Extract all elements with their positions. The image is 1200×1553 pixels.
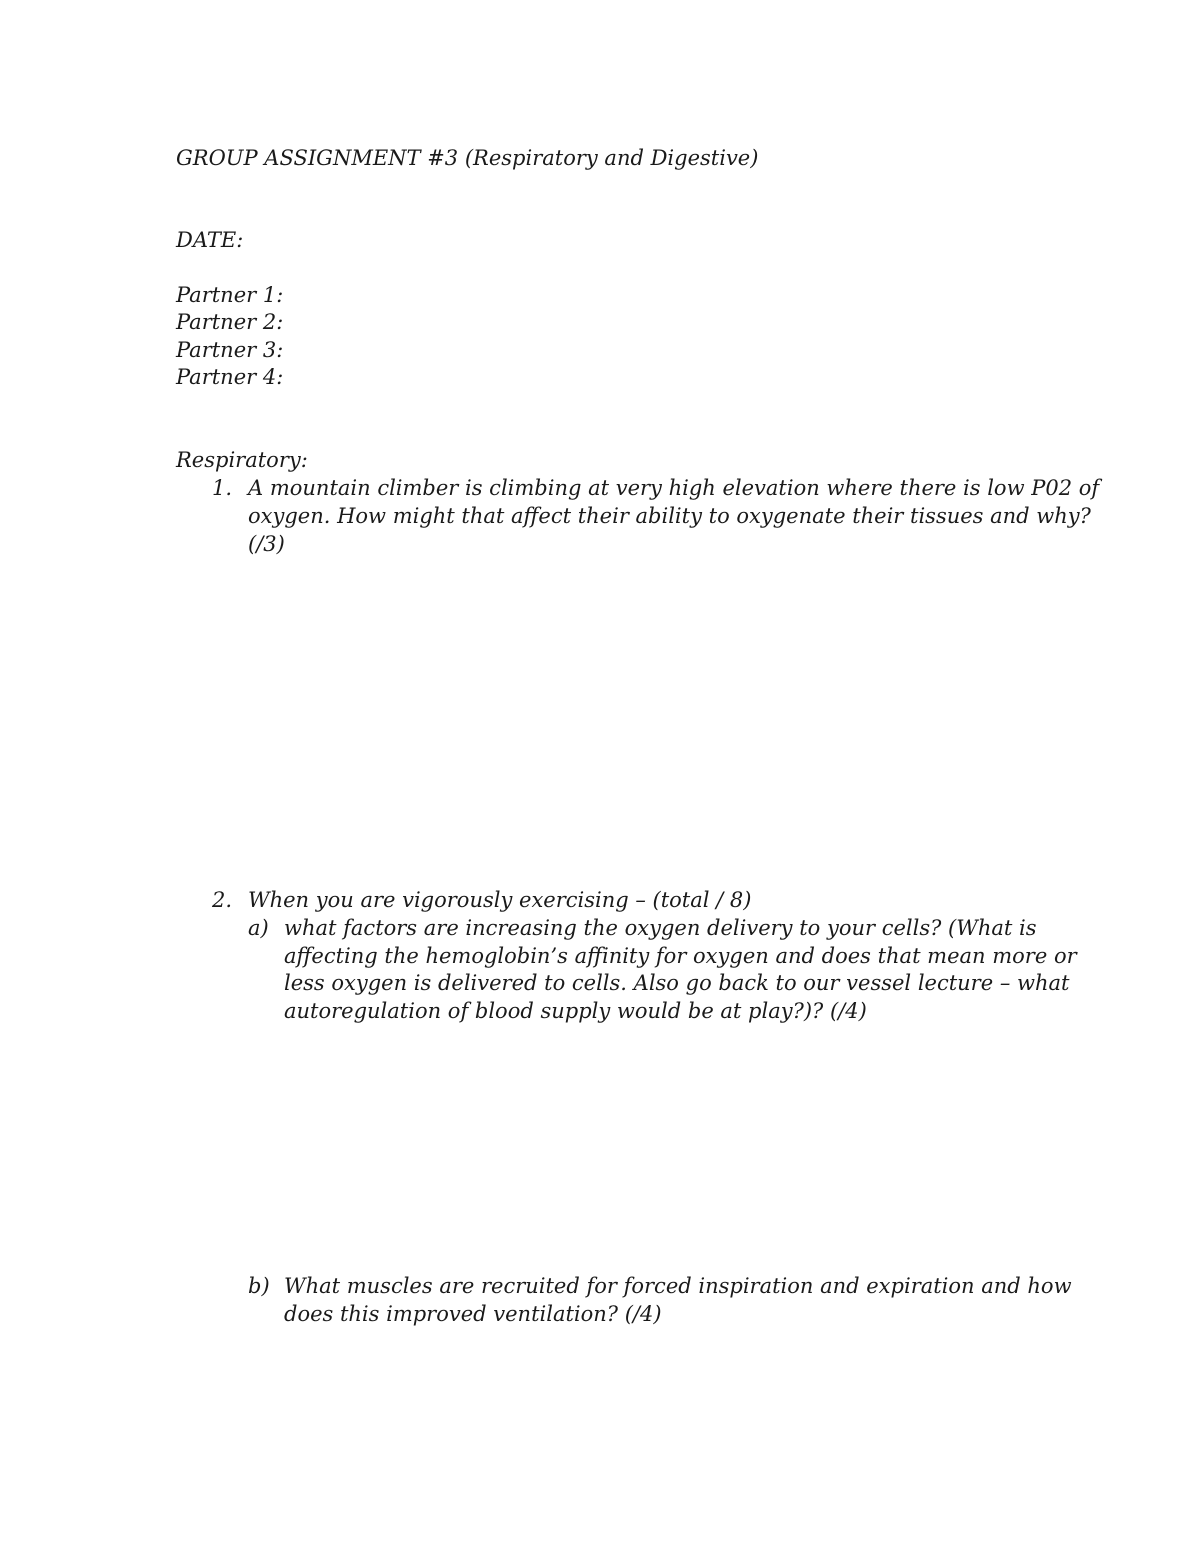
question-2b-label: b) (248, 1274, 270, 1298)
question-1-line-3: (/3) (248, 532, 285, 556)
partner-4-label: Partner 4: (176, 365, 284, 389)
document-title: GROUP ASSIGNMENT #3 (Respiratory and Digestive) (176, 146, 759, 170)
question-2a-line-2: affecting the hemoglobin’s affinity for oxygen and does that mean more or (284, 944, 1077, 968)
date-label: DATE: (176, 228, 244, 252)
question-1-line-1: A mountain climber is climbing at very high elevation where there is low P02 of (248, 476, 1100, 500)
partner-2-label: Partner 2: (176, 310, 284, 334)
question-2a-label: a) (248, 916, 269, 940)
question-2a-line-4: autoregulation of blood supply would be at play?)? (/4) (284, 999, 867, 1023)
question-2b-line-1: What muscles are recruited for forced inspiration and expiration and how (284, 1274, 1072, 1298)
question-1-line-2: oxygen. How might that affect their ability to oxygenate their tissues and why? (248, 504, 1091, 528)
section-heading: Respiratory: (176, 448, 308, 472)
question-2a-line-3: less oxygen is delivered to cells. Also go back to our vessel lecture – what (284, 971, 1070, 995)
question-1-number: 1. (212, 476, 233, 500)
question-2b-line-2: does this improved ventilation? (/4) (284, 1302, 662, 1326)
question-2a-line-1: what factors are increasing the oxygen delivery to your cells? (What is (284, 916, 1037, 940)
partner-1-label: Partner 1: (176, 283, 284, 307)
partner-3-label: Partner 3: (176, 338, 284, 362)
question-2-text: When you are vigorously exercising – (total / 8) (248, 888, 752, 912)
question-2-number: 2. (212, 888, 233, 912)
